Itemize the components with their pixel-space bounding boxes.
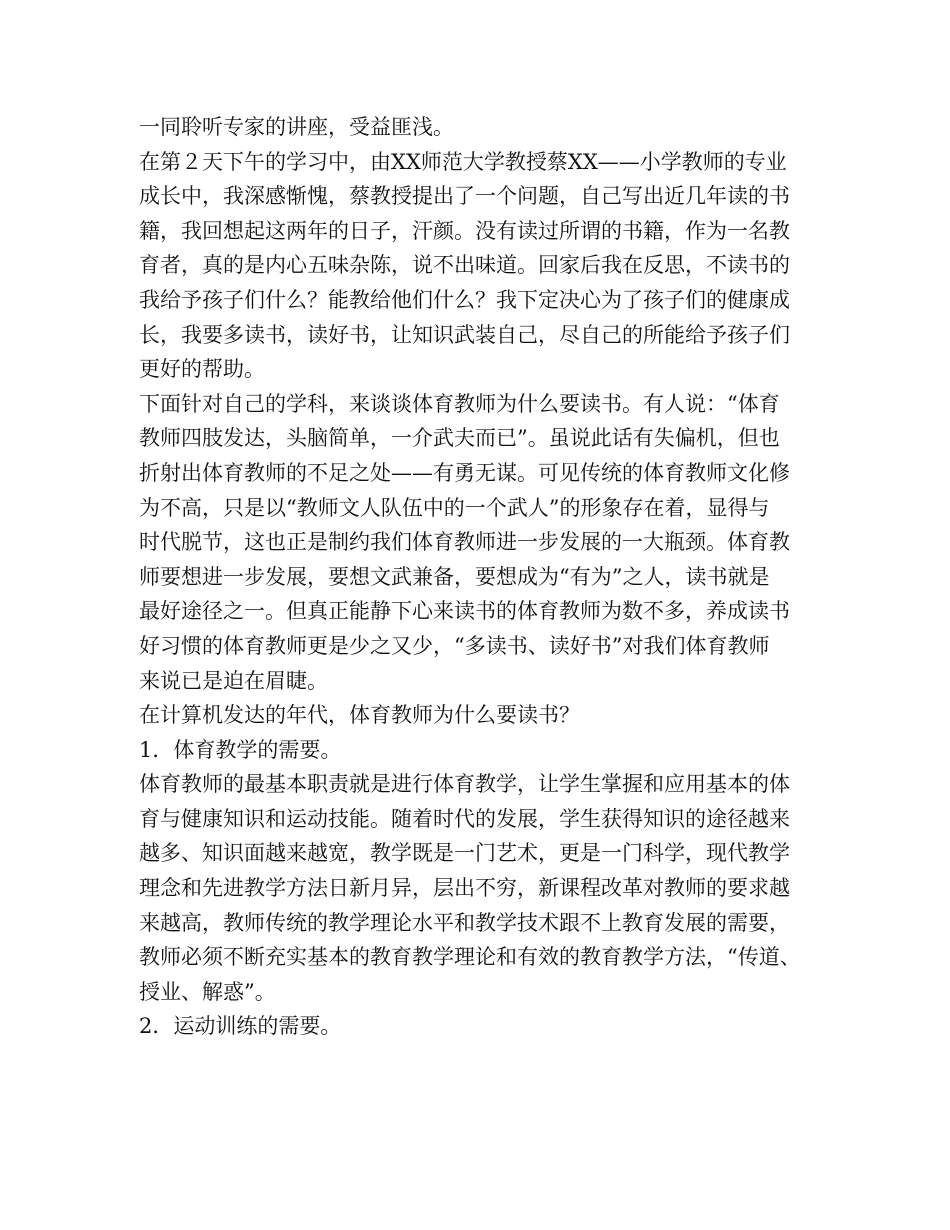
paragraph-question — [139, 698, 829, 733]
text-line: 时代脱节，这也正是制约我们体育教师进一步发展的一大瓶颈。体育教 — [139, 530, 790, 555]
text-line: 1．体育教学的需要。 — [139, 737, 342, 762]
paragraph-why-pe-teachers-read — [139, 387, 829, 698]
section-heading-training-need — [139, 1009, 829, 1044]
text-line: 最好途径之一。但真正能静下心来读书的体育教师为数不多，养成读书 — [139, 599, 790, 624]
text-line: 授业、解惑”。 — [139, 979, 276, 1004]
text-line: 为不高，只是以“教师文人队伍中的一个武人”的形象存在着，显得与 — [139, 495, 770, 520]
text-line: 折射出体育教师的不足之处——有勇无谋。可见传统的体育教师文化修 — [139, 460, 790, 485]
text-line: 下面针对自己的学科，来谈谈体育教师为什么要读书。有人说：“体育 — [139, 391, 780, 416]
text-line: 来越高，教师传统的教学理论水平和教学技术跟不上教育发展的需要， — [139, 910, 790, 935]
text-line: 教师四肢发达，头脑简单，一介武夫而已”。虽说此话有失偏机，但也 — [139, 426, 780, 451]
text-line: 来说已是迫在眉睫。 — [139, 668, 328, 693]
text-line: 育者，真的是内心五味杂陈，说不出味道。回家后我在反思，不读书的 — [139, 253, 790, 278]
section-heading-teaching-need — [139, 733, 829, 768]
text-line: 在第２天下午的学习中，由XX师范大学教授蔡XX——小学教师的专业 — [139, 149, 787, 174]
paragraph-teaching-need — [139, 767, 829, 1009]
text-line: 一同聆听专家的讲座，受益匪浅。 — [139, 115, 454, 139]
text-line: 长，我要多读书，读好书，让知识武装自己，尽自己的所能给予孩子们 — [139, 322, 790, 347]
text-line: 成长中，我深感惭愧，蔡教授提出了一个问题，自己写出近几年读的书 — [139, 184, 790, 209]
text-line: 在计算机发达的年代，体育教师为什么要读书？ — [139, 703, 580, 728]
text-line: 师要想进一步发展，要想文武兼备，要想成为“有为”之人，读书就是 — [139, 564, 770, 589]
text-line: 我给予孩子们什么？能教给他们什么？我下定决心为了孩子们的健康成 — [139, 287, 790, 312]
text-line: 越多、知识面越来越宽，教学既是一门艺术，更是一门科学，现代教学 — [139, 841, 790, 866]
text-line: 教师必须不断充实基本的教育教学理论和有效的教育教学方法，“传道、 — [139, 945, 801, 970]
text-line: 籍，我回想起这两年的日子，汗颜。没有读过所谓的书籍，作为一名教 — [139, 218, 790, 243]
paragraph-day-two-study — [139, 145, 829, 387]
document-body — [139, 110, 829, 1044]
text-line: 育与健康知识和运动技能。随着时代的发展，学生获得知识的途径越来 — [139, 806, 790, 831]
text-line: 2．运动训练的需要。 — [139, 1014, 342, 1039]
text-line: 体育教师的最基本职责就是进行体育教学，让学生掌握和应用基本的体 — [139, 772, 790, 797]
paragraph-lecture-benefit — [139, 110, 829, 145]
text-line: 更好的帮助。 — [139, 357, 265, 382]
text-line: 理念和先进教学方法日新月异，层出不穷，新课程改革对教师的要求越 — [139, 876, 790, 901]
text-line: 好习惯的体育教师更是少之又少，“多读书、读好书”对我们体育教师 — [139, 633, 770, 658]
